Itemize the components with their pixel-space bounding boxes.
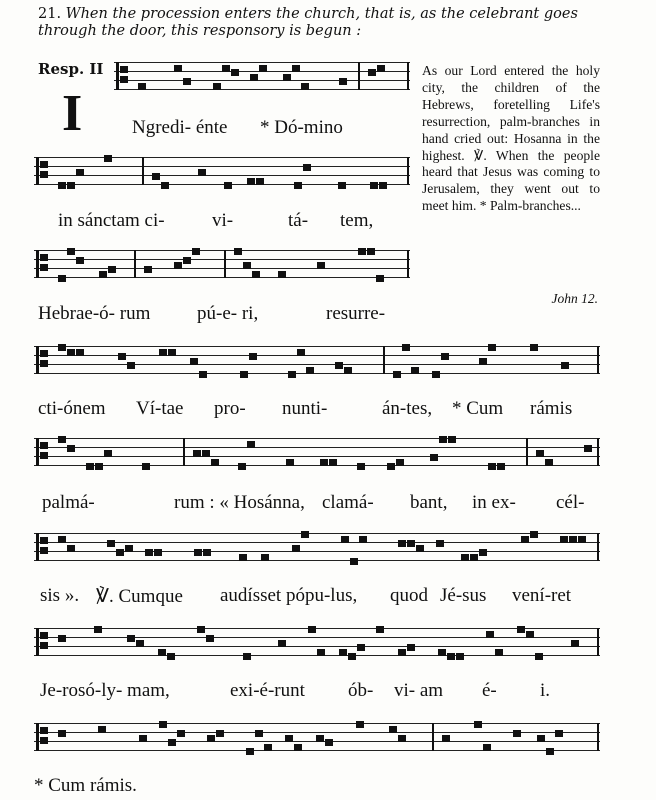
neume-note <box>264 744 272 751</box>
initial-letter: I <box>62 85 83 142</box>
neume-note <box>470 554 478 561</box>
neume-note <box>456 653 464 660</box>
neume-note <box>238 463 246 470</box>
staff-line <box>34 277 410 278</box>
neume-note <box>438 649 446 656</box>
neume-note <box>127 635 135 642</box>
lyric-syllable: tá- <box>288 210 309 231</box>
staff-line <box>34 750 600 751</box>
neume-note <box>367 248 375 255</box>
lyric-syllable: quod <box>390 585 428 606</box>
staff-line <box>114 62 410 63</box>
neume-note <box>154 549 162 556</box>
neume-note <box>145 549 153 556</box>
neume-note <box>398 735 406 742</box>
neume-note <box>198 169 206 176</box>
neume-note <box>341 536 349 543</box>
neume-note <box>301 531 309 538</box>
bar-line <box>224 250 226 278</box>
neume-note <box>387 463 395 470</box>
neume-note <box>407 644 415 651</box>
lyric-syllable: resurre- <box>326 303 386 324</box>
neume-note <box>320 459 328 466</box>
neume-note <box>108 266 116 273</box>
lyric-syllable: Jé-sus <box>440 585 487 606</box>
neume-note <box>222 65 230 72</box>
lyric-syllable: * Cum rámis. <box>34 775 137 796</box>
neume-note <box>411 367 419 374</box>
neume-note <box>239 554 247 561</box>
staff-line <box>34 175 410 176</box>
neume-note <box>546 748 554 755</box>
neume-note <box>486 631 494 638</box>
neume-note <box>294 182 302 189</box>
staff-line <box>34 166 410 167</box>
neume-note <box>234 248 242 255</box>
neume-note <box>104 450 112 457</box>
lyric-syllable: án-tes, <box>382 398 433 419</box>
neume-note <box>125 545 133 552</box>
neume-note <box>292 545 300 552</box>
bar-line <box>183 438 185 466</box>
chant-staff-7 <box>34 628 600 662</box>
neume-note <box>158 649 166 656</box>
custos-bar <box>597 533 599 561</box>
neume-note <box>571 640 579 647</box>
neume-note <box>255 730 263 737</box>
staff-line <box>34 438 600 439</box>
bar-line <box>358 62 360 90</box>
c-clef-icon <box>36 628 45 656</box>
staff-line <box>34 346 600 347</box>
neume-note <box>207 735 215 742</box>
lyric-syllable: pú-e- ri, <box>197 303 259 324</box>
lyric-syllable: rum : « Hosánna, <box>174 492 305 513</box>
citation: John 12. <box>551 291 598 306</box>
neume-note <box>513 730 521 737</box>
lyric-syllable: ób- <box>348 680 374 701</box>
neume-note <box>308 626 316 633</box>
neume-note <box>442 735 450 742</box>
neume-note <box>339 649 347 656</box>
custos-bar <box>407 250 409 278</box>
neume-note <box>58 536 66 543</box>
staff-line <box>34 184 410 185</box>
neume-note <box>389 726 397 733</box>
neume-note <box>177 730 185 737</box>
neume-note <box>159 721 167 728</box>
neume-note <box>377 65 385 72</box>
staff-line <box>34 542 600 543</box>
neume-note <box>86 463 94 470</box>
neume-note <box>393 371 401 378</box>
neume-note <box>168 739 176 746</box>
neume-note <box>495 649 503 656</box>
neume-note <box>142 463 150 470</box>
neume-note <box>368 69 376 76</box>
neume-note <box>560 536 568 543</box>
neume-note <box>285 735 293 742</box>
neume-note <box>358 248 366 255</box>
c-clef-icon <box>36 723 45 751</box>
lyric-syllable: é- <box>482 680 497 701</box>
neume-note <box>396 459 404 466</box>
staff-line <box>34 250 410 251</box>
neume-note <box>159 349 167 356</box>
neume-note <box>95 463 103 470</box>
custos-bar <box>597 346 599 374</box>
neume-note <box>216 730 224 737</box>
chant-staff-2 <box>34 157 410 191</box>
chant-staff-6 <box>34 533 600 567</box>
neume-note <box>58 436 66 443</box>
custos-bar <box>597 723 599 751</box>
c-clef-icon <box>36 438 45 466</box>
neume-note <box>250 74 258 81</box>
neume-note <box>325 739 333 746</box>
rubric-number: 21. <box>38 6 62 22</box>
custos-bar <box>407 157 409 185</box>
chant-staff-4 <box>34 346 600 380</box>
lyric-syllable: bant, <box>410 492 448 513</box>
neume-note <box>213 83 221 90</box>
neume-note <box>526 631 534 638</box>
neume-note <box>231 69 239 76</box>
neume-note <box>348 653 356 660</box>
neume-note <box>398 649 406 656</box>
lyric-syllable: Hebrae-ó- rum <box>38 303 151 324</box>
lyric-syllable: in ex- <box>472 492 516 513</box>
neume-note <box>497 463 505 470</box>
neume-note <box>183 78 191 85</box>
neume-note <box>194 549 202 556</box>
lyric-syllable: Ngredi- énte <box>132 117 228 138</box>
lyric-syllable: exi-é-runt <box>230 680 305 701</box>
neume-note <box>316 735 324 742</box>
lyric-syllable: i. <box>540 680 551 701</box>
neume-note <box>76 349 84 356</box>
neume-note <box>517 626 525 633</box>
neume-note <box>138 83 146 90</box>
lyric-syllable: audísset pópu-lus, <box>220 585 358 606</box>
neume-note <box>67 248 75 255</box>
neume-note <box>439 436 447 443</box>
c-clef-icon <box>116 62 125 90</box>
staff-line <box>34 533 600 534</box>
neume-note <box>197 626 205 633</box>
neume-note <box>192 248 200 255</box>
neume-note <box>432 371 440 378</box>
staff-line <box>34 560 600 561</box>
neume-note <box>278 271 286 278</box>
staff-line <box>34 268 410 269</box>
neume-note <box>286 459 294 466</box>
neume-note <box>530 531 538 538</box>
neume-note <box>58 275 66 282</box>
staff-line <box>34 364 600 365</box>
neume-note <box>190 358 198 365</box>
staff-line <box>34 373 600 374</box>
lyric-syllable: Je-rosó-ly- mam, <box>40 680 170 701</box>
custos-bar <box>597 628 599 656</box>
neume-note <box>118 353 126 360</box>
c-clef-icon <box>36 346 45 374</box>
neume-note <box>206 635 214 642</box>
neume-note <box>98 726 106 733</box>
neume-note <box>461 554 469 561</box>
neume-note <box>58 635 66 642</box>
neume-note <box>183 257 191 264</box>
neume-note <box>259 65 267 72</box>
neume-note <box>168 349 176 356</box>
lyric-syllable: cél- <box>556 492 585 513</box>
neume-note <box>211 459 219 466</box>
bar-line <box>134 250 136 278</box>
neume-note <box>193 450 201 457</box>
neume-note <box>199 371 207 378</box>
c-clef-icon <box>36 533 45 561</box>
neume-note <box>144 266 152 273</box>
chant-staff-1 <box>114 62 410 96</box>
c-clef-icon <box>36 250 45 278</box>
custos-bar <box>597 438 599 466</box>
neume-note <box>436 540 444 547</box>
neume-note <box>107 540 115 547</box>
neume-note <box>283 74 291 81</box>
neume-note <box>317 649 325 656</box>
rubric-intro <box>38 6 638 40</box>
staff-line <box>114 89 410 90</box>
neume-note <box>127 362 135 369</box>
neume-note <box>479 549 487 556</box>
neume-note <box>379 182 387 189</box>
neume-note <box>278 640 286 647</box>
neume-note <box>139 735 147 742</box>
lyric-syllable: palmá- <box>42 492 95 513</box>
neume-note <box>357 644 365 651</box>
lyric-syllable: in sánctam ci- <box>58 210 165 231</box>
bar-line <box>432 723 434 751</box>
neume-note <box>67 182 75 189</box>
neume-note <box>536 450 544 457</box>
neume-note <box>357 463 365 470</box>
neume-note <box>247 441 255 448</box>
rubric-text: When the procession enters the church, that is, as the celebrant goes through the door, this responsory is begun : <box>38 6 578 39</box>
neume-note <box>376 275 384 282</box>
lyric-syllable: * Dó-mino <box>260 117 343 138</box>
neume-note <box>376 626 384 633</box>
neume-note <box>335 362 343 369</box>
neume-note <box>67 445 75 452</box>
neume-note <box>483 744 491 751</box>
staff-line <box>34 723 600 724</box>
neume-note <box>441 353 449 360</box>
neume-note <box>317 262 325 269</box>
lyric-syllable: nunti- <box>282 398 328 419</box>
neume-note <box>488 463 496 470</box>
neume-note <box>537 735 545 742</box>
neume-note <box>252 271 260 278</box>
neume-note <box>474 721 482 728</box>
neume-note <box>339 78 347 85</box>
responsory-label: Resp. II <box>38 60 104 78</box>
lyric-syllable: clamá- <box>322 492 374 513</box>
staff-line <box>34 157 410 158</box>
neume-note <box>569 536 577 543</box>
custos-bar <box>407 62 409 90</box>
neume-note <box>555 730 563 737</box>
neume-note <box>246 748 254 755</box>
chant-staff-5 <box>34 438 600 472</box>
neume-note <box>174 262 182 269</box>
neume-note <box>301 83 309 90</box>
lyric-syllable: vi- <box>212 210 234 231</box>
neume-note <box>58 182 66 189</box>
neume-note <box>167 653 175 660</box>
neume-note <box>202 450 210 457</box>
lyric-syllable: * Cum <box>452 398 504 419</box>
lyric-syllable: Ví-tae <box>136 398 184 419</box>
neume-note <box>344 367 352 374</box>
staff-line <box>114 80 410 81</box>
chant-staff-3 <box>34 250 410 284</box>
lyric-syllable: sis ». <box>40 585 80 606</box>
neume-note <box>448 436 456 443</box>
neume-note <box>256 178 264 185</box>
neume-note <box>261 554 269 561</box>
neume-note <box>247 178 255 185</box>
neume-note <box>104 155 112 162</box>
neume-note <box>416 545 424 552</box>
neume-note <box>161 182 169 189</box>
neume-note <box>338 182 346 189</box>
neume-note <box>521 536 529 543</box>
neume-note <box>535 653 543 660</box>
lyric-syllable: cti-ónem <box>38 398 106 419</box>
staff-line <box>34 646 600 647</box>
staff-line <box>34 465 600 466</box>
neume-note <box>58 730 66 737</box>
neume-note <box>303 164 311 171</box>
neume-note <box>94 626 102 633</box>
lyric-syllable: vi- am <box>394 680 444 701</box>
lyric-syllable: ℣. Cumque <box>96 586 183 607</box>
neume-note <box>578 536 586 543</box>
neume-note <box>329 459 337 466</box>
c-clef-icon <box>36 157 45 185</box>
neume-note <box>67 349 75 356</box>
neume-note <box>243 653 251 660</box>
bar-line <box>526 438 528 466</box>
staff-line <box>34 637 600 638</box>
neume-note <box>174 65 182 72</box>
neume-note <box>297 349 305 356</box>
lyric-syllable: vení-ret <box>512 585 572 606</box>
neume-note <box>398 540 406 547</box>
neume-note <box>58 344 66 351</box>
neume-note <box>76 169 84 176</box>
lyric-syllable: pro- <box>214 398 246 419</box>
staff-line <box>34 259 410 260</box>
neume-note <box>545 459 553 466</box>
neume-note <box>561 362 569 369</box>
translation-block <box>422 63 600 215</box>
neume-note <box>243 262 251 269</box>
neume-note <box>584 445 592 452</box>
translation-text: As our Lord entered the holy city, the children of the Hebrews, foretelling Life's resurrection, palm-branches in hand cried out: Hosanna in the highest. ℣. When the people heard that Jesus was coming to Jerusalem, they went out to meet him. * Palm-branches... <box>422 63 600 214</box>
neume-note <box>350 558 358 565</box>
chant-staff-8 <box>34 723 600 757</box>
neume-note <box>294 744 302 751</box>
lyric-syllable: rámis <box>530 398 573 419</box>
lyric-syllable: tem, <box>340 210 374 231</box>
neume-note <box>99 271 107 278</box>
staff-line <box>34 447 600 448</box>
neume-note <box>356 721 364 728</box>
neume-note <box>152 173 160 180</box>
neume-note <box>249 353 257 360</box>
neume-note <box>407 540 415 547</box>
neume-note <box>359 536 367 543</box>
bar-line <box>142 157 144 185</box>
neume-note <box>488 344 496 351</box>
neume-note <box>447 653 455 660</box>
neume-note <box>402 344 410 351</box>
neume-note <box>292 65 300 72</box>
staff-line <box>34 456 600 457</box>
neume-note <box>530 344 538 351</box>
neume-note <box>479 358 487 365</box>
neume-note <box>76 257 84 264</box>
neume-note <box>370 182 378 189</box>
bar-line <box>383 346 385 374</box>
neume-note <box>136 640 144 647</box>
staff-line <box>34 628 600 629</box>
neume-note <box>116 549 124 556</box>
neume-note <box>430 454 438 461</box>
neume-note <box>306 367 314 374</box>
neume-note <box>224 182 232 189</box>
neume-note <box>67 545 75 552</box>
neume-note <box>288 371 296 378</box>
neume-note <box>203 549 211 556</box>
neume-note <box>240 371 248 378</box>
